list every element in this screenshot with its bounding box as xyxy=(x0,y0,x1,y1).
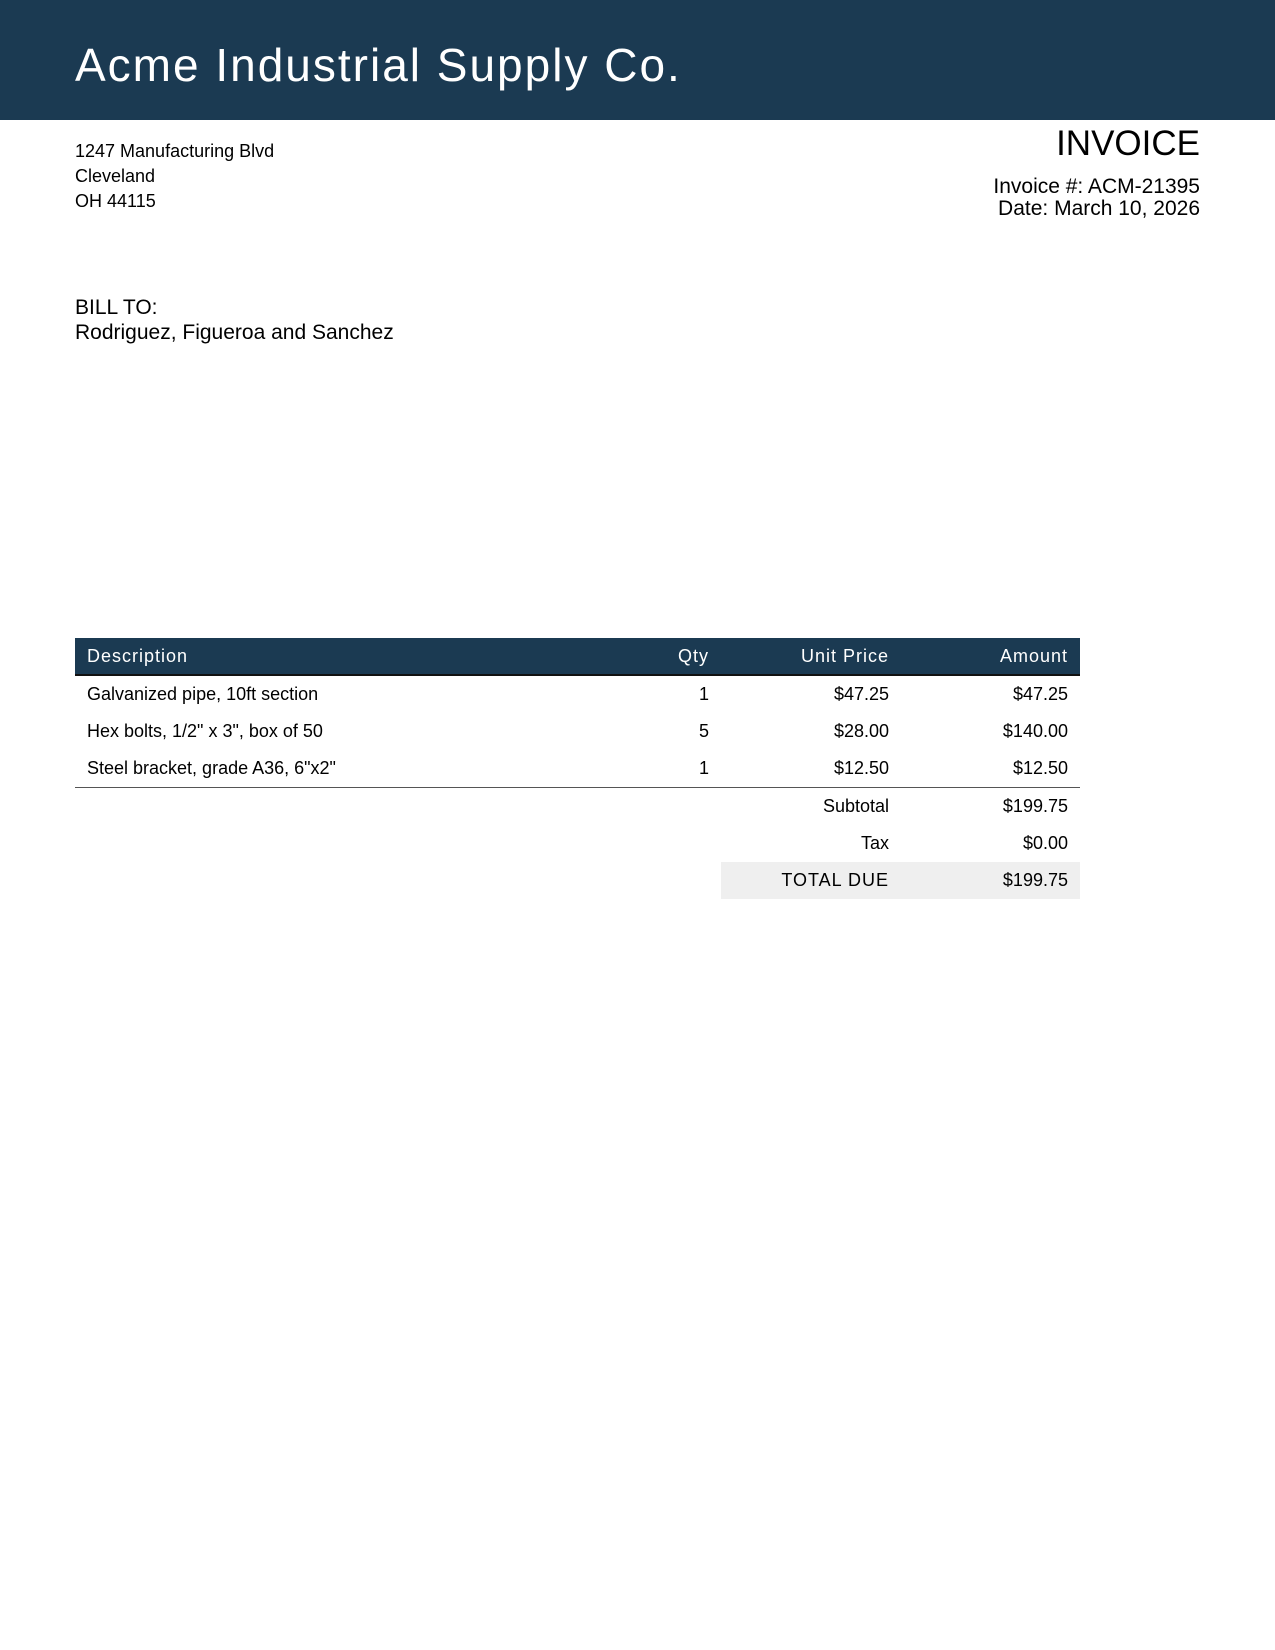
header-band xyxy=(0,0,1275,120)
table-header-row xyxy=(75,638,1080,675)
line-items-table xyxy=(75,638,1080,899)
tax-value: $0.00 xyxy=(1022,833,1068,853)
address-line-city: Cleveland xyxy=(75,166,156,186)
subtotal-value: $199.75 xyxy=(1002,796,1068,816)
total-due-value: $199.75 xyxy=(901,862,1080,899)
address-line-state-zip: OH 44115 xyxy=(75,191,156,211)
bill-to-name: Rodriguez, Figueroa and Sanchez xyxy=(75,321,394,344)
subtotal-label: Subtotal xyxy=(822,796,889,816)
total-due-label: TOTAL DUE xyxy=(721,862,901,899)
subtotal-row xyxy=(75,788,1080,826)
invoice-date: Date: March 10, 2026 xyxy=(998,197,1200,220)
row-description: Galvanized pipe, 10ft section xyxy=(87,684,319,704)
company-name: Acme Industrial Supply Co. xyxy=(75,39,682,91)
tax-row xyxy=(75,825,1080,862)
company-address xyxy=(75,139,274,214)
row-description: Hex bolts, 1/2" x 3", box of 50 xyxy=(87,721,323,741)
address-line-street: 1247 Manufacturing Blvd xyxy=(75,141,275,161)
row-description: Steel bracket, grade A36, 6"x2" xyxy=(75,750,621,788)
column-header-description: Description xyxy=(75,638,621,675)
bill-to xyxy=(75,295,394,345)
column-header-unit-price: Unit Price xyxy=(721,638,901,675)
row-unit-price: $28.00 xyxy=(833,721,889,741)
invoice-number: Invoice #: ACM-21395 xyxy=(993,175,1200,198)
row-unit-price: $12.50 xyxy=(721,750,901,788)
column-header-qty: Qty xyxy=(621,638,721,675)
document-title: INVOICE xyxy=(1056,124,1200,163)
row-qty: 1 xyxy=(698,684,709,704)
row-amount: $140.00 xyxy=(1002,721,1068,741)
column-header-amount: Amount xyxy=(901,638,1080,675)
table-row xyxy=(75,750,1080,788)
table-row xyxy=(75,675,1080,713)
row-qty: 5 xyxy=(698,721,709,741)
row-amount: $47.25 xyxy=(1012,684,1068,704)
table-row xyxy=(75,713,1080,750)
row-unit-price: $47.25 xyxy=(833,684,889,704)
row-qty: 1 xyxy=(621,750,721,788)
bill-to-label: BILL TO: xyxy=(75,296,158,319)
tax-label: Tax xyxy=(860,833,889,853)
row-amount: $12.50 xyxy=(901,750,1080,788)
total-due-row xyxy=(75,862,1080,899)
invoice-meta xyxy=(993,176,1200,220)
